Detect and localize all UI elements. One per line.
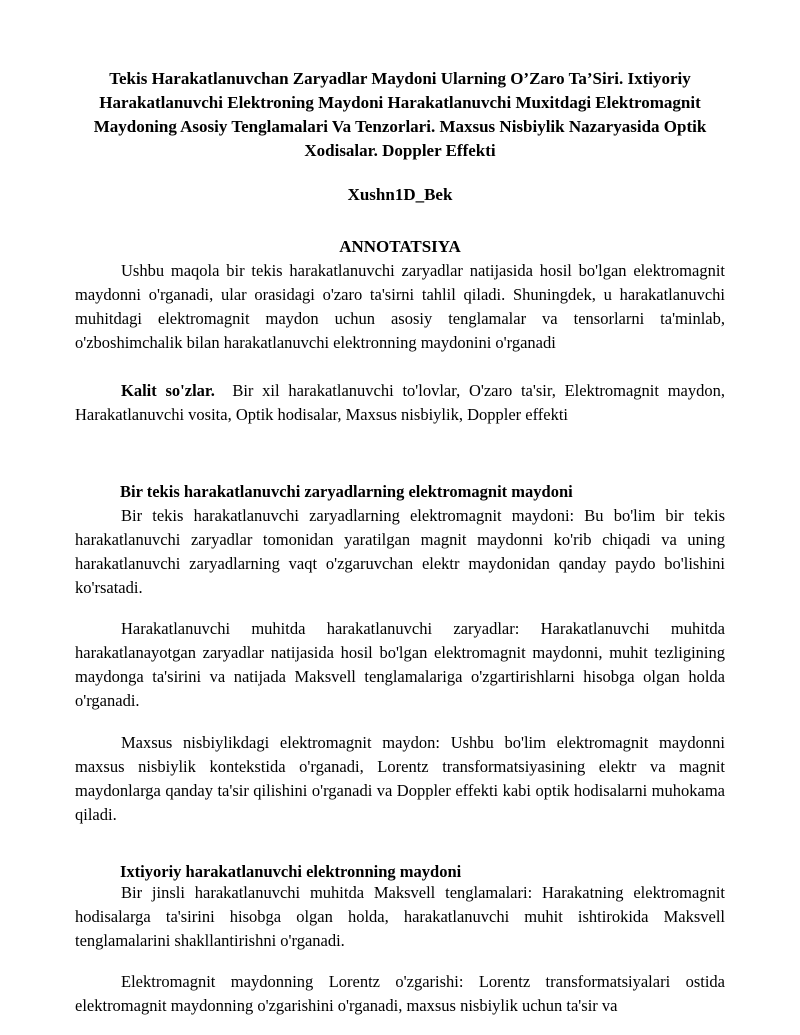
section-paragraph: Elektromagnit maydonning Lorentz o'zgarishi: Lorentz transformatsiyalari ostida elektromagnit maydonning o'zgarishini o'rganadi, maxsus nisbiylik uchun ta'sir va <box>75 972 725 1015</box>
section-paragraph: Bir jinsli harakatlanuvchi muhitda Maksvell tenglamalari: Harakatning elektromagnit hodisalarga ta'sirini hisobga olgan holda, harakatlanuvchi muhit ishtirokida Maksvell tenglamalarini shakllantirishni o'rganadi. <box>75 883 725 950</box>
keywords-label: Kalit so'zlar. <box>121 381 215 400</box>
section-paragraph: Harakatlanuvchi muhitda harakatlanuvchi zaryadlar: Harakatlanuvchi muhitda harakatlanayotgan zaryadlar natijasida hosil bo'lgan elektromagnit maydonni, muhit tezligining maydonga ta'sirini va natijada Maksvell tenglamalariga o'zgartirishlarni hisobga olgan holda o'rganadi. <box>75 619 725 710</box>
section-heading: Bir tekis harakatlanuvchi zaryadlarning elektromagnit maydoni <box>120 482 573 501</box>
abstract-text: Ushbu maqola bir tekis harakatlanuvchi zaryadlar natijasida hosil bo'lgan elektromagnit maydonni o'rganadi, ular orasidagi o'zaro ta'sirni tahlil qiladi. Shuningdek, u harakatlanuvchi muhitdagi elektromagnit maydon uchun asosiy tenglamalar va tensorlarni ta'minlab, o'zboshimchalik bilan harakatlanuvchi elektronning maydonini o'rganadi <box>75 261 725 352</box>
keywords-text: Bir xil harakatlanuvchi to'lovlar, O'zaro ta'sir, Elektromagnit maydon, Harakatlanuvchi vosita, Optik hodisalar, Maxsus nisbiylik, Doppler effekti <box>75 381 725 424</box>
keywords-paragraph <box>75 379 725 427</box>
section-paragraph: Maxsus nisbiylikdagi elektromagnit maydon: Ushbu bo'lim elektromagnit maydonni maxsus nisbiylik kontekstida o'rganadi, Lorentz transformatsiyasining elektr va magnit maydonlarga qanday ta'sir qilishini o'rganadi va Doppler effekti kabi optik hodisalarni muhokama qiladi. <box>75 733 725 824</box>
abstract-heading: ANNOTATSIYA <box>339 237 461 256</box>
paper-title: Tekis Harakatlanuvchan Zaryadlar Maydoni Ularning O’Zaro Ta’Siri. Ixtiyoriy Harakatlanuvchi Elektroning Maydoni Harakatlanuvchi Muxitdagi Elektromagnit Maydoning Asosiy Tenglamalari Va Tenzorlari. Maxsus Nisbiylik Nazaryasida Optik Xodisalar. Doppler Effekti <box>93 69 707 160</box>
section-paragraph: Bir tekis harakatlanuvchi zaryadlarning elektromagnit maydoni: Bu bo'lim bir tekis harakatlanuvchi zaryadlar tomonidan yaratilgan magnit maydonni ko'rib chiqadi va uning harakatlanuvchi zaryadlarning vaqt o'zgaruvchan elektr maydonidan qanday paydo bo'lishini ko'rsatadi. <box>75 506 725 597</box>
section-heading: Ixtiyoriy harakatlanuvchi elektronning maydoni <box>120 862 462 881</box>
author-name: Xushn1D_Bek <box>347 185 453 204</box>
